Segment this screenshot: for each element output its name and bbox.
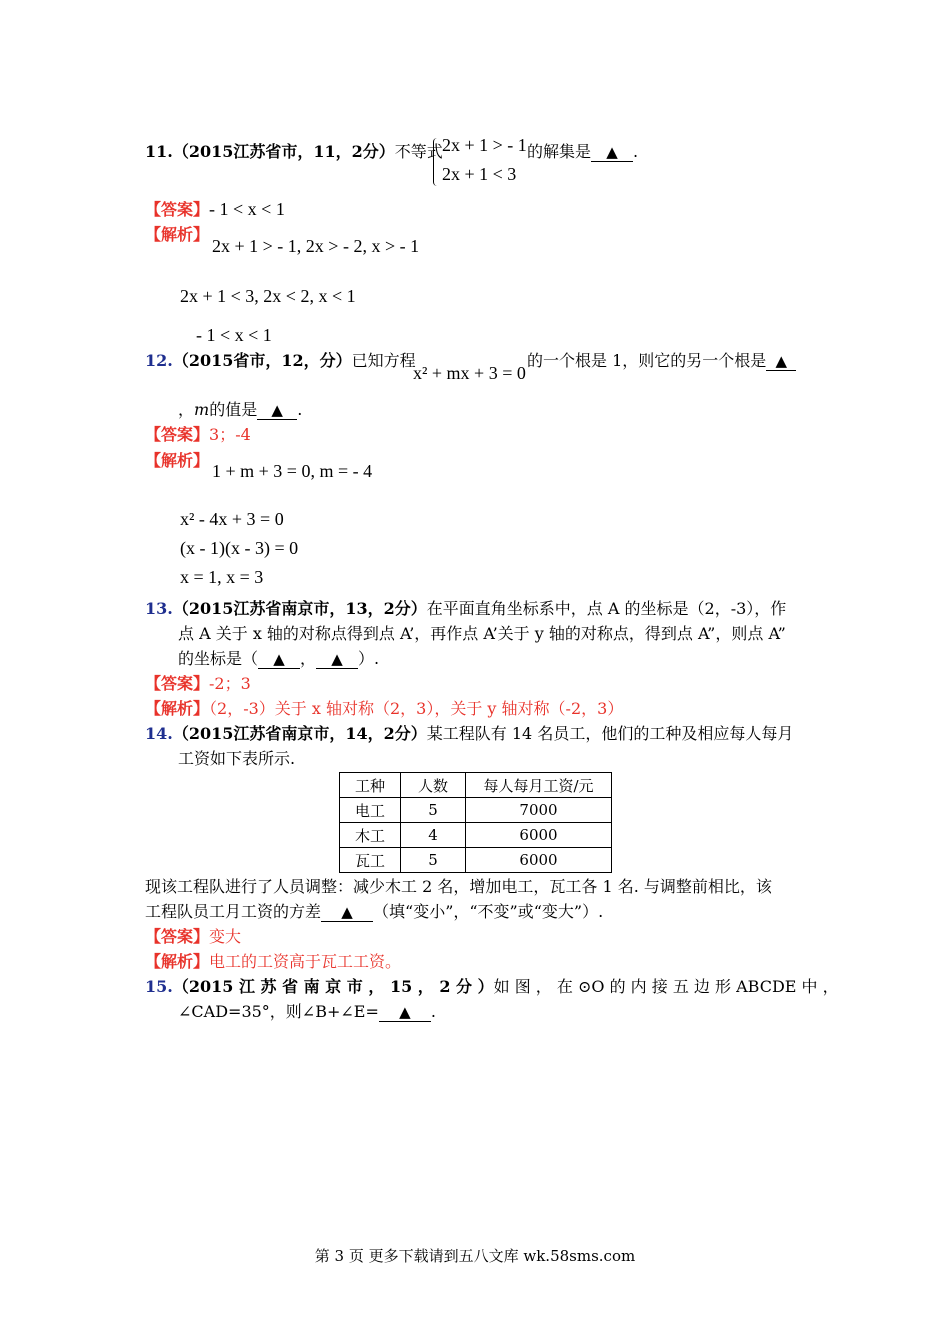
- q13-analysis-tag: 【解析】: [145, 699, 210, 718]
- q15-text-line2: ∠CAD=35°，则∠B+∠E=: [178, 1002, 379, 1021]
- q11-system-eq2: 2x + 1 < 3: [442, 164, 517, 184]
- q14-analysis: 电工的工资高于瓦工工资。: [209, 952, 402, 971]
- q13-answer-tag: 【答案】: [145, 674, 210, 693]
- q15-text-line1: 如 图 ， 在 ⊙O 的 内 接 五 边 形 ABCDE 中 ，: [493, 977, 839, 996]
- q13-separator: ，: [300, 649, 317, 668]
- q11-analysis-step1: 2x + 1 > - 1, 2x > - 2, x > - 1: [212, 236, 420, 256]
- q14-text-line2: 工资如下表所示.: [178, 749, 296, 768]
- q11-answer-blank: ▲: [591, 143, 633, 162]
- q13-answer-line: [145, 673, 251, 695]
- table-header-cell: 每人每月工资/元: [466, 773, 612, 798]
- q14-analysis-line: [145, 951, 401, 973]
- q11-text-pre: 不等式: [394, 142, 443, 161]
- q12-answer: 3；-4: [209, 425, 251, 444]
- wage-table: [339, 772, 612, 873]
- q13-text-line1: 在平面直角坐标系中，点 A 的坐标是（2，-3），作: [426, 599, 787, 618]
- q12-equation: x² + mx + 3 = 0: [413, 363, 526, 383]
- q14-after-line1: 现该工程队进行了人员调整：减少木工 2 名，增加电工，瓦工各 1 名. 与调整前相比，该: [145, 877, 772, 896]
- q13-line3-post: ）.: [358, 649, 380, 668]
- q11-line1: [145, 141, 443, 163]
- q13-analysis-line: [145, 698, 623, 720]
- q13-line3-pre: 的坐标是（: [178, 649, 259, 668]
- q13-answer: -2；3: [209, 674, 251, 693]
- table-header-cell: 工种: [340, 773, 401, 798]
- q11-answer-line: [145, 198, 285, 221]
- q11-answer: - 1 < x < 1: [209, 199, 285, 219]
- q14-number: 14.: [145, 724, 173, 743]
- q15-line1: [145, 976, 839, 998]
- q15-line2: [178, 1001, 436, 1023]
- q11-analysis-step3: - 1 < x < 1: [196, 325, 272, 345]
- q14-after-pre: 工程队员工月工资的方差: [145, 902, 322, 921]
- q12-analysis-step3: (x - 1)(x - 3) = 0: [180, 538, 299, 558]
- q13-answer-blank2: ▲: [316, 650, 358, 669]
- q12-line1: [145, 350, 416, 372]
- table-cell: 6000: [466, 848, 612, 873]
- q11-brace: [433, 138, 440, 186]
- q12-text-pre: 已知方程: [351, 351, 416, 370]
- q14-answer-line: [145, 926, 241, 948]
- table-cell: 6000: [466, 823, 612, 848]
- q12-line2-text: 的值是: [209, 400, 258, 419]
- q13-source: （2015江苏省南京市，13，2分）: [172, 599, 427, 618]
- page-footer: 第 3 页 更多下载请到五八文库 wk.58sms.com: [314, 1247, 636, 1265]
- q14-answer-blank: ▲: [321, 903, 373, 922]
- q12-text-post: 的一个根是 1，则它的另一个根是: [527, 351, 767, 370]
- q14-source: （2015江苏省南京市，14，2分）: [172, 724, 427, 743]
- q12-number: 12.: [145, 351, 173, 370]
- q12-answer-blank2: ▲: [257, 401, 297, 420]
- q13-answer-blank1: ▲: [258, 650, 300, 669]
- table-cell: 4: [401, 823, 466, 848]
- q12-answer-line: [145, 424, 251, 446]
- q11-number: 11.: [145, 142, 173, 161]
- table-header-cell: 人数: [401, 773, 466, 798]
- q11-end: .: [633, 142, 639, 161]
- table-row: [340, 823, 612, 848]
- q12-analysis-tag: 【解析】: [145, 451, 210, 470]
- q12-answer-tag: 【答案】: [145, 425, 210, 444]
- q13-line1: [145, 598, 786, 620]
- q11-source: （2015江苏省市，11，2分）: [172, 142, 395, 161]
- q14-text-line1: 某工程队有 14 名员工，他们的工种及相应每人每月: [426, 724, 794, 743]
- table-header-row: [340, 773, 612, 798]
- q11-text-post: 的解集是: [527, 142, 592, 161]
- q14-line1: [145, 723, 793, 745]
- q14-answer-tag: 【答案】: [145, 927, 210, 946]
- q12-m-variable: m: [194, 400, 210, 419]
- q11-line1-end: [527, 141, 638, 163]
- q13-line3: [178, 648, 379, 670]
- table-row: [340, 798, 612, 823]
- q15-answer-blank: ▲: [379, 1003, 431, 1022]
- q15-end: .: [430, 1002, 436, 1021]
- table-row: [340, 848, 612, 873]
- q14-analysis-tag: 【解析】: [145, 952, 210, 971]
- q15-source: （2015 江 苏 省 南 京 市 ， 15 ， 2 分 ）: [172, 977, 494, 996]
- table-cell: 瓦工: [340, 848, 401, 873]
- table-cell: 5: [401, 798, 466, 823]
- q12-analysis-step4: x = 1, x = 3: [180, 567, 264, 587]
- q14-answer: 变大: [209, 927, 242, 946]
- q11-system-eq1: 2x + 1 > - 1: [442, 135, 527, 155]
- table-cell: 5: [401, 848, 466, 873]
- table-cell: 电工: [340, 798, 401, 823]
- q12-line1-end: [527, 350, 796, 372]
- q11-analysis-step2: 2x + 1 < 3, 2x < 2, x < 1: [180, 286, 356, 306]
- q12-end: .: [297, 400, 303, 419]
- q14-after-post: （填“变小”，“不变”或“变大”）.: [373, 902, 604, 921]
- q13-number: 13.: [145, 599, 173, 618]
- q11-analysis-tag: 【解析】: [145, 225, 210, 244]
- q12-analysis-step1: 1 + m + 3 = 0, m = - 4: [212, 461, 373, 481]
- q12-analysis-step2: x² - 4x + 3 = 0: [180, 509, 284, 529]
- q12-source: （2015省市，12，分）: [172, 351, 352, 370]
- q11-answer-tag: 【答案】: [145, 200, 210, 219]
- q12-line2-comma: ，: [178, 400, 195, 419]
- q13-text-line2: 点 A 关于 x 轴的对称点得到点 A’，再作点 A’关于 y 轴的对称点，得到点 A”，则点 A”: [178, 624, 786, 643]
- table-cell: 木工: [340, 823, 401, 848]
- q14-after-line2: [145, 901, 603, 923]
- q12-line2: [178, 399, 302, 421]
- q13-analysis: （2，-3）关于 x 轴对称（2，3），关于 y 轴对称（-2，3）: [209, 699, 624, 718]
- q15-number: 15.: [145, 977, 173, 996]
- q12-answer-blank1: ▲: [766, 352, 796, 371]
- table-cell: 7000: [466, 798, 612, 823]
